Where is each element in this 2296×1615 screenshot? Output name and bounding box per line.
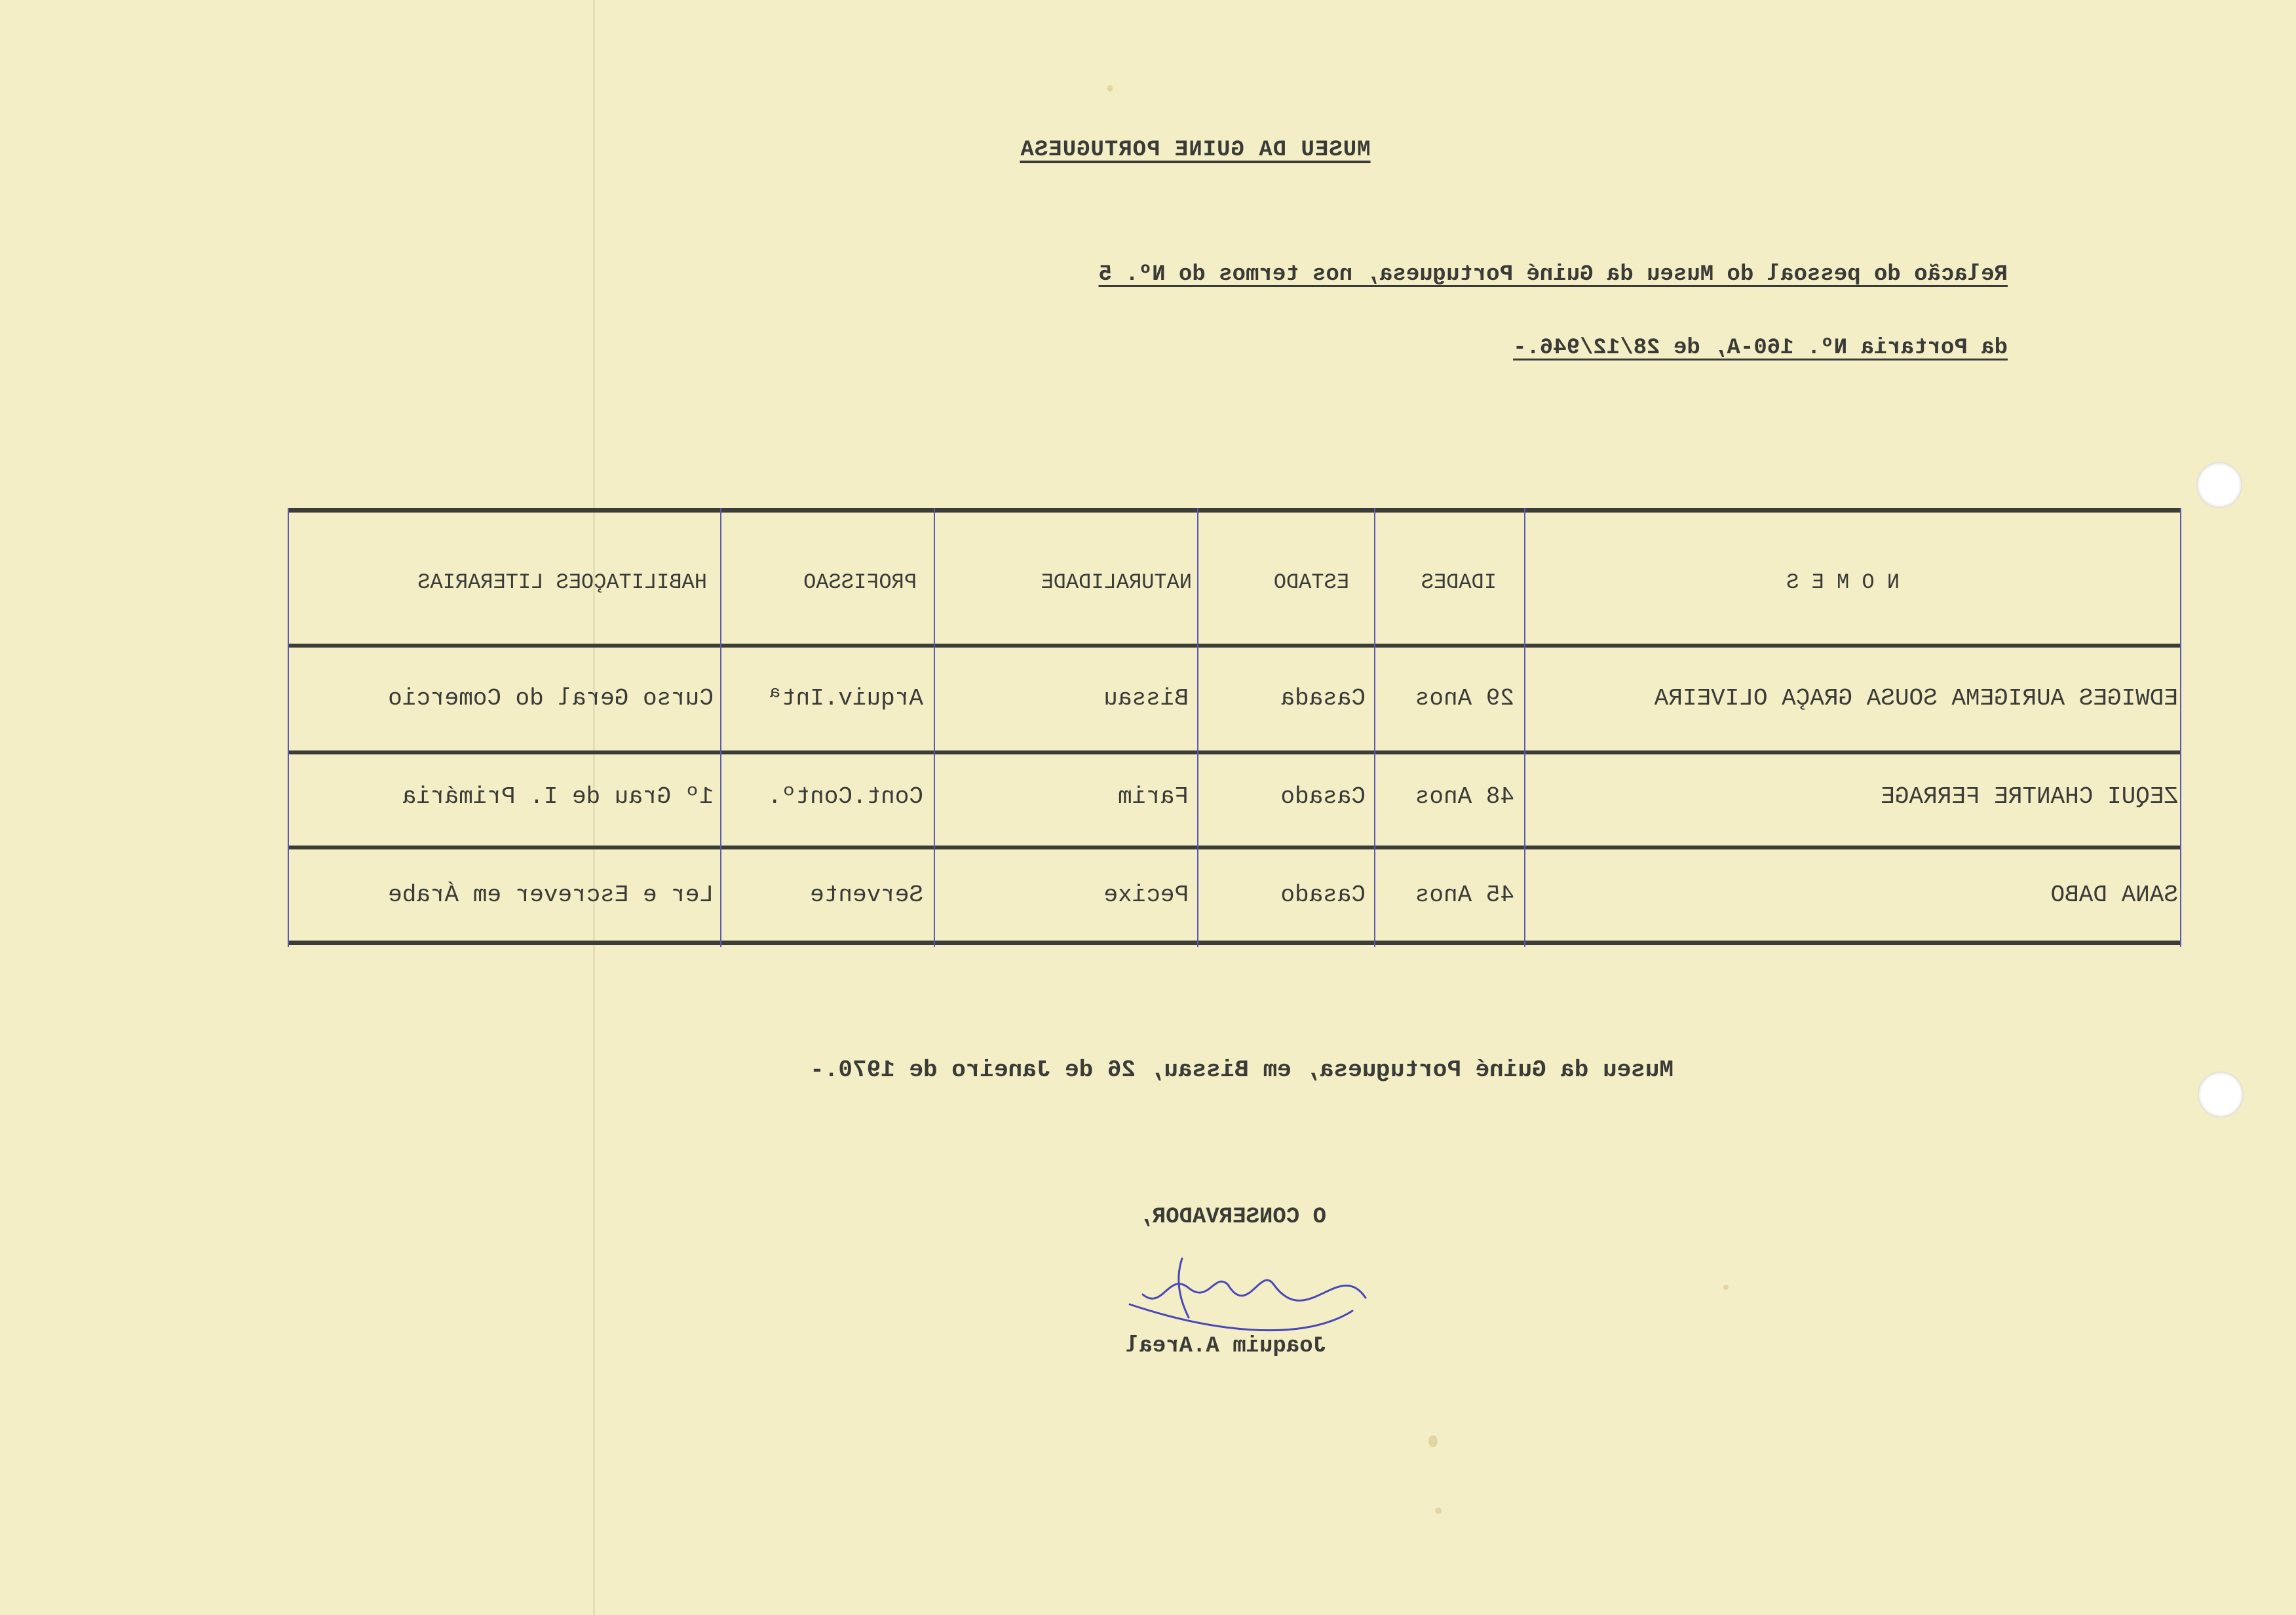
table-rule-row-2 xyxy=(288,846,2181,849)
row-2-habilitacoes: 1º Grau de I. Primária xyxy=(402,783,714,810)
column-divider xyxy=(2180,508,2181,947)
header-habilitacoes: HABILITAÇOES LITERARIAS xyxy=(417,570,707,594)
row-2-idade: 48 Anos xyxy=(1415,783,1514,810)
handwritten-signature xyxy=(1117,1232,1379,1350)
signer-role: O CONSERVADOR, xyxy=(1139,1205,1326,1230)
header-naturalidade: NATURALIDADE xyxy=(1041,570,1192,594)
document-subtitle-line-2: da Portaria Nº. 160-A, de 28/12/946.- xyxy=(1513,336,2008,360)
row-3-profissao: Servente xyxy=(810,882,923,908)
row-2-estado: Casado xyxy=(1280,783,1366,810)
document-subtitle-line-1: Relacão do pessoal do Museu da Guiné Portuguesa, nos termos do Nº. 5 xyxy=(1098,262,2008,287)
header-nomes: N O M E S xyxy=(1786,570,1900,594)
column-divider xyxy=(288,508,289,947)
place-and-date: Museu da Guiné Portuguesa, em Bissau, 26 de Janeiro de 1970.- xyxy=(810,1057,1674,1083)
row-1-habilitacoes: Curso Geral do Comercio xyxy=(388,685,714,712)
header-idades: IDADES xyxy=(1421,570,1497,594)
row-3-habilitacoes: Ler e Escrever em Árabe xyxy=(388,882,714,908)
row-1-profissao: Arquiv.Intª xyxy=(767,685,923,712)
staff-table xyxy=(288,508,2181,947)
row-3-estado: Casado xyxy=(1280,882,1366,908)
signer-name: Joaquim A.Areal xyxy=(1125,1334,1326,1359)
column-divider xyxy=(934,508,935,947)
row-1-nome: EDWIGES AURIGEMA SOUSA GRAÇA OLIVEIRA xyxy=(1654,685,2178,712)
row-1-idade: 29 Anos xyxy=(1415,685,1514,712)
table-rule-top xyxy=(288,508,2181,513)
document-title: MUSEU DA GUINE PORTUGUESA xyxy=(1020,138,1371,163)
table-rule-header xyxy=(288,644,2181,648)
table-rule-row-1 xyxy=(288,750,2181,754)
row-2-profissao: Cont.Contº. xyxy=(767,783,923,810)
column-divider xyxy=(1197,508,1198,947)
row-3-naturalidade: Pecixe xyxy=(1103,882,1189,908)
row-1-estado: Casada xyxy=(1280,685,1366,712)
header-estado: ESTADO xyxy=(1273,570,1349,594)
column-divider xyxy=(1524,508,1525,947)
row-3-idade: 45 Anos xyxy=(1415,882,1514,908)
table-rule-bottom xyxy=(288,941,2181,945)
column-divider xyxy=(720,508,721,947)
row-1-naturalidade: Bissau xyxy=(1103,685,1189,712)
row-3-nome: SANA DABO xyxy=(2050,882,2178,908)
column-divider xyxy=(1374,508,1375,947)
header-profissao: PROFISSAO xyxy=(803,570,917,594)
row-2-naturalidade: Farim xyxy=(1117,783,1189,810)
row-2-nome: ZEQUI CHANTRE FERRAGE xyxy=(1881,783,2178,810)
